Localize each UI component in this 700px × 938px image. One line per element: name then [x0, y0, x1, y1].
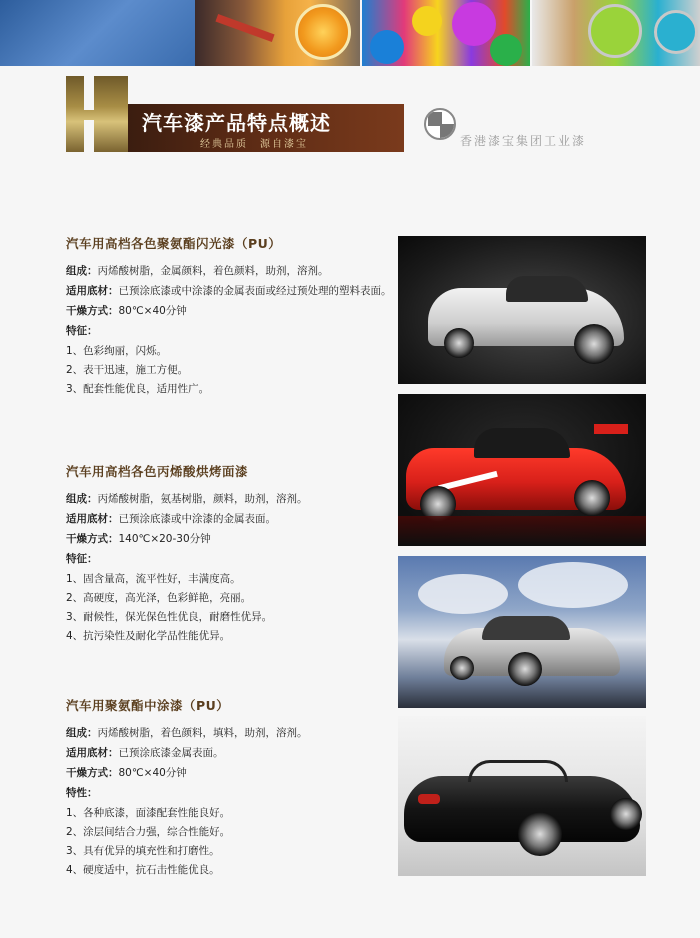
brand-name: 香港漆宝集团工业漆: [460, 134, 587, 148]
black-convertible-image: [398, 716, 646, 876]
feature-item: 2、表干迅速，施工方便。: [66, 364, 189, 376]
substrate-value: 已预涂底漆金属表面。: [118, 747, 224, 759]
product-title: 汽车用高档各色聚氨酯闪光漆（PU）: [66, 236, 282, 251]
composition-label: 组成：: [66, 265, 98, 277]
silver-sedan-image: [398, 556, 646, 708]
composition-value: 丙烯酸树脂，金属颜料，着色颜料，助剂，溶剂。: [97, 265, 329, 277]
composition-value: 丙烯酸树脂，着色颜料，填料，助剂，溶剂。: [97, 727, 308, 739]
composition-value: 丙烯酸树脂，氨基树脂，颜料，助剂，溶剂。: [97, 493, 308, 505]
substrate-label: 适用底材：: [66, 285, 119, 297]
banner-paint-cans-image: [362, 0, 530, 66]
drying-value: 140℃×20-30分钟: [118, 533, 211, 545]
red-sports-car-image: [398, 394, 646, 546]
top-banner: [0, 0, 700, 66]
drying-value: 80℃×40分钟: [118, 305, 187, 317]
features-heading: 特性：: [66, 787, 98, 799]
wheel-icon: [574, 480, 610, 516]
paint-can-icon: [490, 34, 522, 66]
wheel-icon: [518, 812, 562, 856]
feature-item: 1、色彩绚丽，闪烁。: [66, 345, 168, 357]
page-subtitle: 经典品质 源自漆宝: [200, 139, 308, 150]
wheel-icon: [450, 656, 474, 680]
drying-label: 干燥方式：: [66, 767, 119, 779]
feature-item: 3、耐候性，保光保色性优良，耐磨性优异。: [66, 611, 273, 623]
banner-blue-texture: [0, 0, 195, 66]
wheel-icon: [610, 798, 642, 830]
wheel-icon: [574, 324, 614, 364]
h-logo: [66, 76, 128, 152]
paint-can-icon: [412, 6, 442, 36]
substrate-line: [66, 284, 396, 298]
product-title: 汽车用高档各色丙烯酸烘烤面漆: [66, 464, 249, 479]
banner-paintbrush-image: [195, 0, 360, 66]
feature-item: 1、固含量高，流平性好，丰满度高。: [66, 573, 241, 585]
feature-item: 3、配套性能优良，适用性广。: [66, 383, 210, 395]
wheel-icon: [508, 652, 542, 686]
paint-can-icon: [588, 4, 642, 58]
feature-item: 4、硬度适中，抗石击性能优良。: [66, 864, 220, 876]
substrate-value: 已预涂底漆或中涂漆的金属表面或经过预处理的塑料表面。: [118, 285, 392, 297]
product-section-2: [66, 462, 396, 648]
composition-label: 组成：: [66, 727, 98, 739]
paintbrush-icon: [215, 14, 274, 42]
substrate-line: [66, 746, 396, 760]
composition-line: [66, 264, 396, 278]
composition-label: 组成：: [66, 493, 98, 505]
product-section-3: [66, 696, 396, 882]
banner-brushes-image: [532, 0, 700, 66]
feature-item: 3、具有优异的填充性和打磨性。: [66, 845, 220, 857]
drying-label: 干燥方式：: [66, 533, 119, 545]
feature-item: 4、抗污染性及耐化学品性能优异。: [66, 630, 231, 642]
paint-can-icon: [452, 2, 496, 46]
substrate-label: 适用底材：: [66, 513, 119, 525]
wheel-icon: [444, 328, 474, 358]
substrate-line: [66, 512, 396, 526]
composition-line: [66, 726, 396, 740]
substrate-label: 适用底材：: [66, 747, 119, 759]
white-sports-car-image: [398, 236, 646, 384]
page-title: 汽车漆产品特点概述: [142, 111, 331, 135]
drying-line: [66, 766, 396, 780]
feature-item: 1、各种底漆，面漆配套性能良好。: [66, 807, 231, 819]
drying-label: 干燥方式：: [66, 305, 119, 317]
drying-value: 80℃×40分钟: [118, 767, 187, 779]
feature-item: 2、涂层间结合力强，综合性能好。: [66, 826, 231, 838]
drying-line: [66, 304, 396, 318]
title-band: [128, 104, 404, 152]
features-heading: 特征：: [66, 553, 98, 565]
paint-can-icon: [654, 10, 698, 54]
drying-line: [66, 532, 396, 546]
composition-line: [66, 492, 396, 506]
brand-logo-icon: [424, 108, 456, 140]
feature-item: 2、高硬度，高光泽，色彩鲜艳，亮丽。: [66, 592, 252, 604]
product-section-1: [66, 234, 396, 401]
orange-slice-icon: [295, 4, 351, 60]
paint-can-icon: [370, 30, 404, 64]
features-heading: 特征：: [66, 325, 98, 337]
substrate-value: 已预涂底漆或中涂漆的金属表面。: [118, 513, 276, 525]
product-title: 汽车用聚氨酯中涂漆（PU）: [66, 698, 230, 713]
